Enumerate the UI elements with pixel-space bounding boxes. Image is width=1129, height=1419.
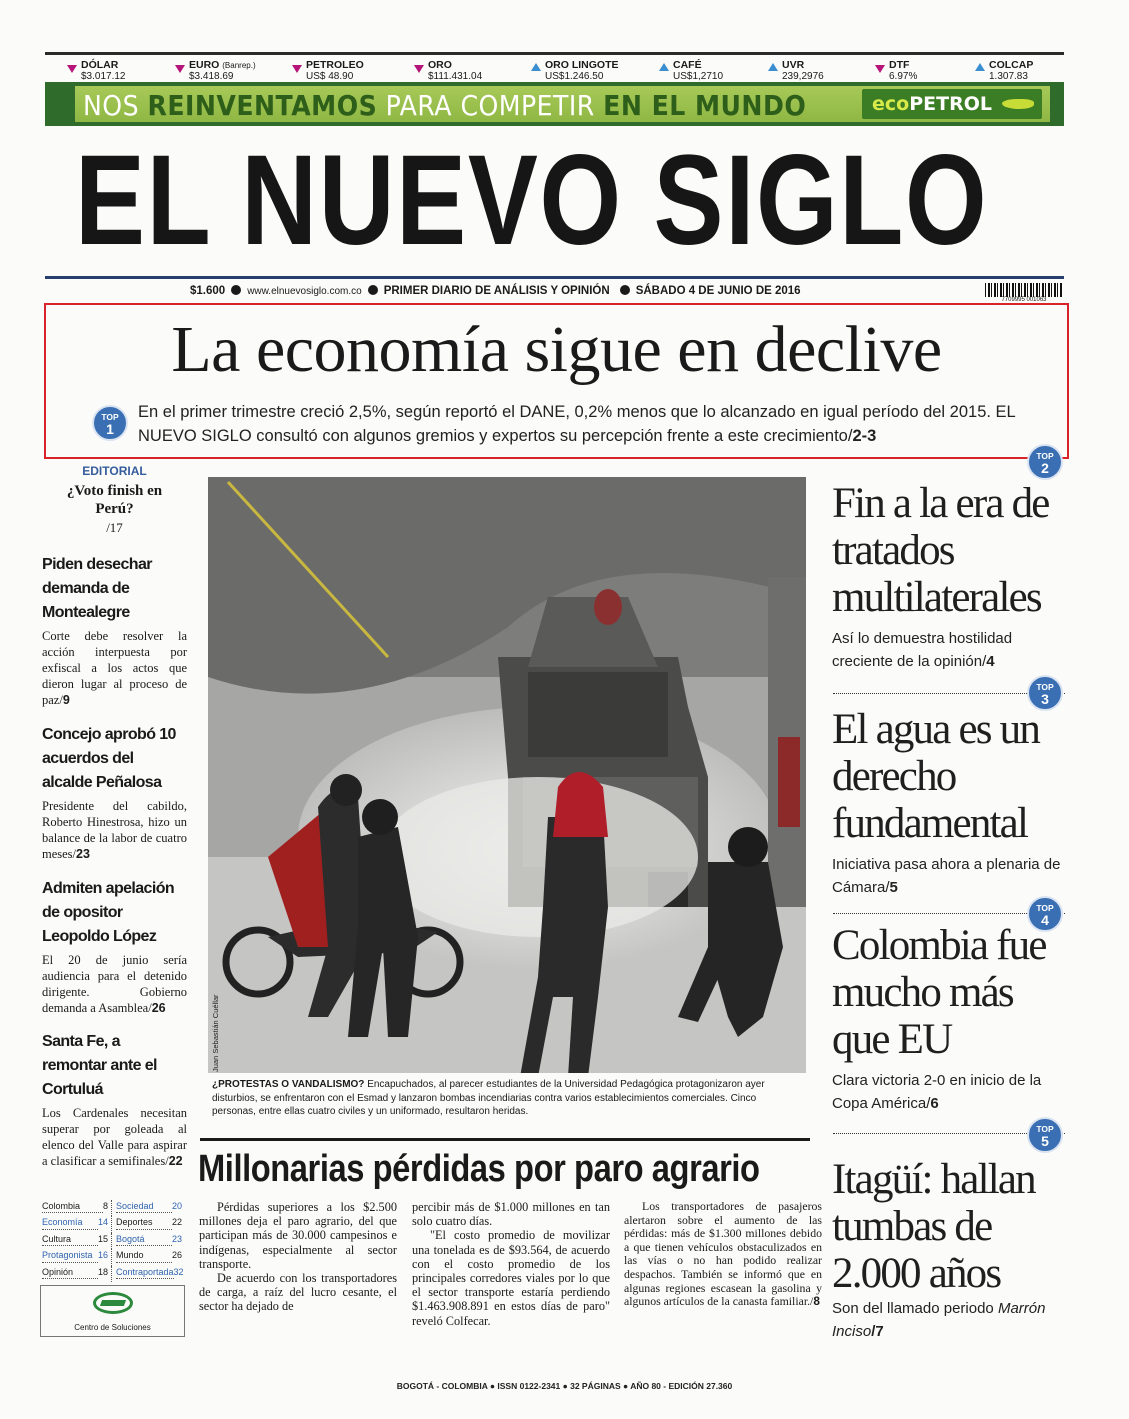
up-arrow-icon (531, 63, 541, 71)
top-badge-3: TOP 3 (1027, 675, 1063, 711)
edition-info-line (190, 285, 880, 301)
brief-headline[interactable]: Piden desechar demanda de Montealegre (42, 556, 152, 621)
brief-leopoldo-lopez[interactable] (42, 877, 187, 1016)
ticker-value: US$1,2710 (673, 71, 724, 82)
up-arrow-icon (975, 63, 985, 71)
servientrega-ad[interactable] (40, 1285, 185, 1337)
protest-photo[interactable] (208, 477, 806, 1073)
ticker-value: 239,2976 (782, 71, 824, 82)
index-row: Colombia 8 Sociedad 20 (42, 1200, 182, 1216)
tagline: PRIMER DIARIO DE ANÁLISIS Y OPINIÓN (383, 285, 610, 297)
story-headline[interactable]: El agua es un derecho fundamental (832, 706, 1040, 847)
caption-lead: ¿PROTESTAS O VANDALISMO? (212, 1079, 365, 1090)
ticker-value: US$1.246.50 (545, 71, 604, 82)
ticker-label: COLCAP (989, 59, 1034, 71)
lead-deck: En el primer trimestre creció 2,5%, según reportó el DANE, 0,2% menos que lo alcanzado en igual período del 2015. EL NUEVO SIGLO consultó con algunos gremios y expertos su percepción frente a este crecimiento/2-3 (138, 403, 1016, 445)
story-itagui[interactable] (832, 1156, 1077, 1343)
down-arrow-icon (292, 65, 302, 73)
down-arrow-icon (67, 65, 77, 73)
story-rule (200, 1138, 810, 1141)
story-deck: Son del llamado periodo Marrón Inciso/7 (832, 1300, 1046, 1340)
story-headline[interactable]: Colombia fue mucho más que EU (832, 922, 1046, 1063)
price: $1.600 (190, 285, 226, 297)
story-deck: Iniciativa pasa ahora a plenaria de Cámara/5 (832, 856, 1061, 896)
ecopetrol-banner-ad[interactable] (45, 82, 1064, 126)
barcode (985, 283, 1063, 305)
index-row: Economía 14 Deportes 22 (42, 1216, 182, 1232)
ecopetrol-logo: ecoPETROL (862, 89, 1042, 119)
brief-body: Presidente del cabildo, Roberto Hinestrosa, hizo un balance de la labor de cuatro meses/23 (42, 799, 187, 861)
ticker-label: DÓLAR (81, 59, 119, 71)
top-badge-2: TOP 2 (1027, 444, 1063, 480)
bullet-icon (231, 285, 241, 295)
up-arrow-icon (768, 63, 778, 71)
story-agua[interactable] (832, 706, 1077, 899)
brief-headline[interactable]: Admiten apelación de opositor Leopoldo López (42, 880, 175, 945)
brief-body: Corte debe resolver la acción interpuesta por exfiscal a los actos que dieron lugar al proceso de paz/9 (42, 629, 187, 707)
paro-agrario-headline[interactable]: Millonarias pérdidas por paro agrario (198, 1148, 760, 1190)
photo-credit: Juan Sebastián Cuéllar (211, 994, 220, 1072)
brief-santa-fe[interactable] (42, 1030, 187, 1169)
story-column-2: percibir más de $1.000 millones en tan solo cuatro días. "El costo promedio de movilizar una tonelada es de $93.564, de acuerdo con el costo promedio de los principales corredores viales por lo que el sector transporte estaría perdiendo $1.463.908.891 en estos días de paro" reveló Colfecar. (412, 1200, 610, 1328)
editorial-page-ref: /17 (106, 520, 123, 535)
top-badge-1: TOP 1 (92, 405, 128, 441)
left-column (42, 464, 187, 536)
index-row: Cultura 15 Bogotá 23 (42, 1233, 182, 1249)
down-arrow-icon (875, 65, 885, 73)
down-arrow-icon (414, 65, 424, 73)
section-index (42, 1200, 182, 1282)
index-row: Protagonista 16 Mundo 26 (42, 1249, 182, 1265)
website-link[interactable]: www.elnuevosiglo.com.co (247, 286, 362, 297)
market-ticker (45, 52, 1064, 82)
banner-inner (75, 86, 1050, 122)
ticker-value: 1.307.83 (989, 71, 1028, 82)
ticker-label: CAFÉ (673, 59, 702, 71)
brief-headline[interactable]: Santa Fe, a remontar ante el Cortuluá (42, 1033, 157, 1098)
lead-headline[interactable]: La economía sigue en declive (171, 313, 942, 386)
protest-photo-illustration (208, 477, 806, 1073)
ticker-value: $3.418.69 (189, 71, 234, 82)
story-deck: Así lo demuestra hostilidad creciente de la opinión/4 (832, 630, 1013, 670)
brief-concejo[interactable] (42, 723, 187, 862)
story-headline[interactable]: Fin a la era de tratados multilaterales (832, 480, 1049, 621)
barcode-number: 7709995 001063 (1001, 297, 1047, 303)
ticker-label: PETROLEO (306, 59, 364, 71)
editorial-label: EDITORIAL (82, 464, 147, 478)
story-colombia-eu[interactable] (832, 922, 1077, 1115)
ticker-value: 6.97% (889, 71, 918, 82)
top-badge-5: TOP 5 (1027, 1117, 1063, 1153)
story-column-1: Pérdidas superiores a los $2.500 millones deja el paro agrario, del que participan más de 30.000 campesinos e indígenas, especialmente al sector transporte. De acuerdo con los transportadores de carga, a raíz del lucro cesante, el sector ha dejado de (199, 1200, 397, 1314)
banner-slogan: NOS REINVENTAMOS PARA COMPETIR EN EL MUNDO (83, 89, 807, 122)
page-ref: 2-3 (852, 427, 877, 445)
ticker-label: EURO (Banrep.) (189, 59, 256, 71)
servientrega-logo-icon (93, 1292, 133, 1314)
ticker-value: US$ 48.90 (306, 71, 354, 82)
ticker-label: DTF (889, 59, 910, 71)
page-footer: BOGOTÁ - COLOMBIA ● ISSN 0122-2341 ● 32 PÁGINAS ● AÑO 80 - EDICIÓN 27.360 (396, 1381, 733, 1391)
brief-body: El 20 de junio sería audiencia para el detenido dirigente. Gobierno demanda a Asamblea/26 (42, 953, 187, 1015)
ticker-label: UVR (782, 59, 805, 71)
brief-montealegre[interactable] (42, 553, 187, 708)
up-arrow-icon (659, 63, 669, 71)
newspaper-masthead: EL NUEVO SIGLO (75, 129, 989, 272)
story-column-3: Los transportadores de pasajeros alertaron sobre el aumento de las pérdidas: más de $1.300 millones debido a que tienen vehículos obstaculizados en las vías o no han podido realizar despachos. También se informó que en algunas regiones escasean la gasolina y algunos artículos de la canasta familiar./8 (624, 1199, 822, 1309)
barcode-bars (985, 283, 1063, 297)
down-arrow-icon (175, 65, 185, 73)
photo-caption: ¿PROTESTAS O VANDALISMO? Encapuchados, al parecer estudiantes de la Universidad Pedagógica protagonizaron ayer disturbios, se enfrentaron con el Esmad y lanzaron bombas incendiarias contra varios establecimientos comerciales. Cinco personas, entre ellas cuatro civiles y un uniformado, resultaron heridas. (212, 1079, 765, 1117)
bullet-icon (620, 285, 630, 295)
edition-date: SÁBADO 4 DE JUNIO DE 2016 (635, 285, 801, 297)
ticker-label: ORO LINGOTE (545, 59, 619, 71)
servientrega-caption: Centro de Soluciones (74, 1323, 151, 1332)
iguana-icon (1002, 99, 1034, 109)
ticker-label: ORO (428, 59, 452, 71)
brief-body: Los Cardenales necesitan superar por goleada al elenco del Valle para aspirar a clasificar a semifinales/22 (42, 1106, 187, 1168)
editorial-title[interactable]: ¿Voto finish en Perú? (66, 483, 163, 517)
top-badge-4: TOP 4 (1027, 896, 1063, 932)
bullet-icon (368, 285, 378, 295)
ticker-value: $3.017.12 (81, 71, 126, 82)
brief-headline[interactable]: Concejo aprobó 10 acuerdos del alcalde Peñalosa (42, 726, 176, 791)
story-headline[interactable]: Itagüí: hallan tumbas de 2.000 años (832, 1156, 1035, 1297)
index-row: Opinión 18 Contraportada 32 (42, 1266, 182, 1282)
ticker-value: $111.431.04 (428, 71, 483, 82)
story-deck: Clara victoria 2-0 en inicio de la Copa América/6 (832, 1072, 1042, 1112)
story-tratados[interactable] (832, 480, 1077, 673)
masthead-rule (45, 276, 1064, 279)
lead-story[interactable] (44, 303, 1069, 459)
